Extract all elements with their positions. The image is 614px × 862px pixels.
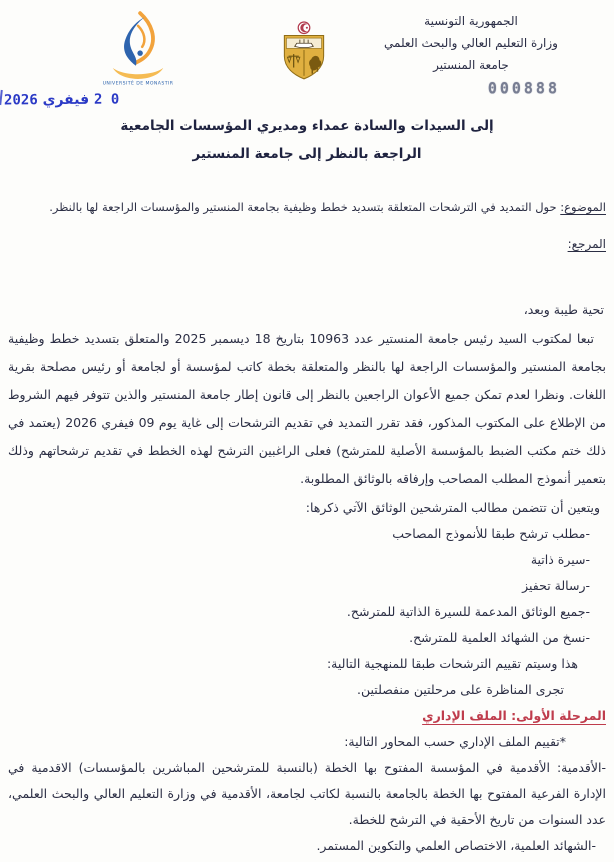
document-item: -نسخ من الشهائد العلمية للمترشح. — [409, 630, 590, 645]
date-stamp-year: 2026 — [3, 92, 38, 109]
main-paragraph: تبعا لمكتوب السيد رئيس جامعة المنستير عدد 10963 بتاريخ 18 ديسمبر 2025 والمتعلق بتسديد خطط وظيفية بجامعة المنستير والمؤسسات الراجعة لها بالنظر والمتعلقة بخطة كاتب لمؤسسة أو لجامعة أو رئيس مصلحة بقرية اللغات. ونظرا لعدم تمكن جميع الأعوان الراجعين بالنظر إلى قانون إطار جامعة المنستير والذين تتوفر فيهم الشروط من الإطلاع على المكتوب المذكور، فقد تقرر التمديد في تقديم الترشحات إلى غاية يوم 09 فيفري 2026 (يعتمد في ذلك ختم مكتب الضبط بالمؤسسة الأصلية للمترشح) فعلى الراغبين الترشح لهذه الخطط في تقديم ترشحاتهم وذلك بتعمير أنموذج المطلب المصاحب وإرفاقه بالوثائق المطلوبة. — [8, 331, 606, 486]
logo-caption: UNIVERSITÉ DE MONASTIR — [102, 81, 174, 87]
date-stamp-month: فيفري — [42, 91, 90, 109]
document-item: -سيرة ذاتية — [530, 552, 590, 567]
stages-note: تجرى المناظرة على مرحلتين منفصلتين. — [357, 682, 564, 697]
letterhead-text-block — [366, 10, 576, 76]
stage1-heading-text: المرحلة الأولى: الملف الإداري — [422, 708, 606, 723]
monastir-university-logo — [100, 10, 176, 90]
ministry-name: وزارة التعليم العالي والبحث العلمي — [384, 36, 558, 50]
letter-body — [8, 192, 606, 862]
subject-label: الموضوع: — [560, 200, 606, 214]
document-item: -مطلب ترشح طبقا للأنموذج المصاحب — [392, 526, 590, 541]
registration-number-stamp: 000888 — [487, 78, 560, 98]
tunisia-coat-of-arms-icon — [276, 20, 332, 82]
methodology-intro: هذا وسيتم تقييم الترشحات طبقا للمنهجية التالية: — [326, 656, 578, 671]
subject-line — [8, 195, 606, 219]
criteria-diplomas: -الشهائد العلمية، الاختصاص العلمي والتكوين المستمر. — [316, 838, 596, 853]
date-stamp-day: 0 2 — [93, 91, 120, 108]
addressee-line-2: الراجعة بالنظر إلى جامعة المنستير — [192, 146, 422, 162]
date-stamp — [4, 91, 119, 108]
document-item: -رسالة تحفيز — [522, 578, 590, 593]
reference-label: المرجع: — [567, 237, 606, 251]
subject-text: حول التمديد في الترشحات المتعلقة بتسديد خطط وظيفية بجامعة المنستير والمؤسسات الراجعة لها بالنظر. — [49, 200, 561, 214]
criteria-seniority: -الأقدمية: الأقدمية في المؤسسة المفتوح بها الخطة (بالنسبة للمترشحين المباشرين بالمؤسسات) الاقدمية في الإدارة الفرعية المفتوح بها الخطة بالجامعة بالنسبة لكاتب لجامعة، الأقدمية في وزارة التعليم العالي والبحث العلمي، عدد السنوات من تاريخ الأحقية في الترشح للخطة. — [8, 760, 606, 827]
stage1-heading — [8, 703, 606, 729]
addressee-title — [0, 112, 614, 168]
date-stamp-edge-mark — [0, 90, 3, 105]
documents-intro: ويتعين أن تتضمن مطالب المترشحين الوثائق الآتي ذكرها: — [305, 500, 600, 515]
document-item: -جميع الوثائق المدعمة للسيرة الذاتية للمترشح. — [346, 604, 590, 619]
addressee-line-1: إلى السيدات والسادة عمداء ومديري المؤسسات الجامعية — [120, 118, 494, 134]
greeting: تحية طيبة وبعد، — [523, 302, 604, 317]
university-name: جامعة المنستير — [433, 58, 509, 72]
stage1-intro: *تقييم الملف الإداري حسب المحاور التالية: — [344, 734, 566, 749]
republic-name: الجمهورية التونسية — [424, 14, 518, 28]
reference-line — [8, 232, 606, 256]
